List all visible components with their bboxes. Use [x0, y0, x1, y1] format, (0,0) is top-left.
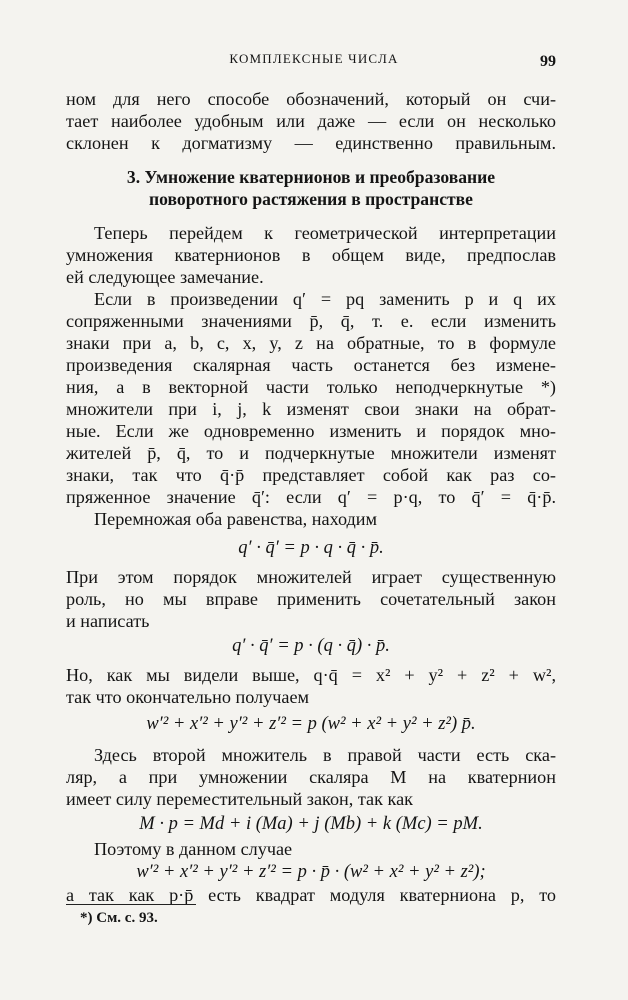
text-line: ные. Если же одновременно изменить и порядок мно-	[66, 421, 556, 441]
formula: q′ · q̄′ = p · (q · q̄) · p̄.	[232, 636, 390, 656]
text-line: произведения скалярная часть останется без измене-	[66, 355, 556, 375]
text-line: Если в произведении q′ = pq заменить p и q их	[94, 289, 556, 309]
text-line: Теперь перейдем к геометрической интерпретации	[94, 223, 556, 243]
text-line: имеет силу переместительный закон, так как	[66, 789, 413, 809]
text-line: роль, но мы вправе применить сочетательный закон	[66, 589, 556, 609]
text-line: При этом порядок множителей играет существенную	[66, 567, 556, 587]
text-line: ния, а в векторной части только неподчеркнутые *)	[66, 377, 556, 397]
text-line: знаки, так что q̄·p̄ представляет собой как раз со-	[66, 465, 556, 485]
formula: w′² + x′² + y′² + z′² = p (w² + x² + y² + z²) p̄.	[146, 714, 476, 734]
text-line: ей следующее замечание.	[66, 267, 264, 287]
running-header: КОМПЛЕКСНЫЕ ЧИСЛА	[229, 51, 399, 66]
text-line: и написать	[66, 611, 150, 631]
text-line: ляр, а при умножении скаляра M на кватернион	[66, 767, 556, 787]
text-line: Поэтому в данном случае	[94, 839, 293, 859]
footnote: *) См. с. 93.	[80, 910, 158, 926]
text-line: жителей p̄, q̄, то и подчеркнутые множители изменят	[66, 443, 556, 463]
section-heading: 3. Умножение кватернионов и преобразование	[126, 167, 496, 187]
text-line: ном для него способе обозначений, который он счи-	[66, 89, 556, 109]
text-line: множители при i, j, k изменят свои знаки на обрат-	[66, 399, 556, 419]
footnote-rule	[66, 904, 196, 905]
text-line: Здесь второй множитель в правой части есть ска-	[94, 745, 556, 765]
text-line: Но, как мы видели выше, q·q̄ = x² + y² + z² + w²,	[66, 665, 556, 685]
page-number: 99	[540, 53, 556, 70]
text-line: тает наиболее удобным или даже — если он несколько	[66, 111, 556, 131]
text-line: умножения кватернионов в общем виде, предпослав	[66, 245, 556, 265]
formula: q′ · q̄′ = p · q · q̄ · p̄.	[238, 538, 384, 558]
formula: M · p = Md + i (Ma) + j (Mb) + k (Mc) = pM.	[139, 814, 483, 834]
text-line: так что окончательно получаем	[66, 687, 310, 707]
text-line: пряженное значение q̄′: если q′ = p·q, то q̄′ = q̄·p̄.	[66, 487, 556, 507]
text-line: знаки при a, b, c, x, y, z на обратные, то в формуле	[66, 333, 556, 353]
text-line: склонен к догматизму — единственно правильным.	[66, 133, 556, 153]
text-line: Перемножая оба равенства, находим	[94, 509, 378, 529]
text-line: сопряженными значениями p̄, q̄, т. е. если изменить	[66, 311, 556, 331]
section-heading: поворотного растяжения в пространстве	[149, 189, 473, 209]
formula: w′² + x′² + y′² + z′² = p · p̄ · (w² + x² + y² + z²);	[136, 862, 486, 882]
text-line: а так как p·p̄ есть квадрат модуля кватерниона p, то	[66, 885, 556, 905]
